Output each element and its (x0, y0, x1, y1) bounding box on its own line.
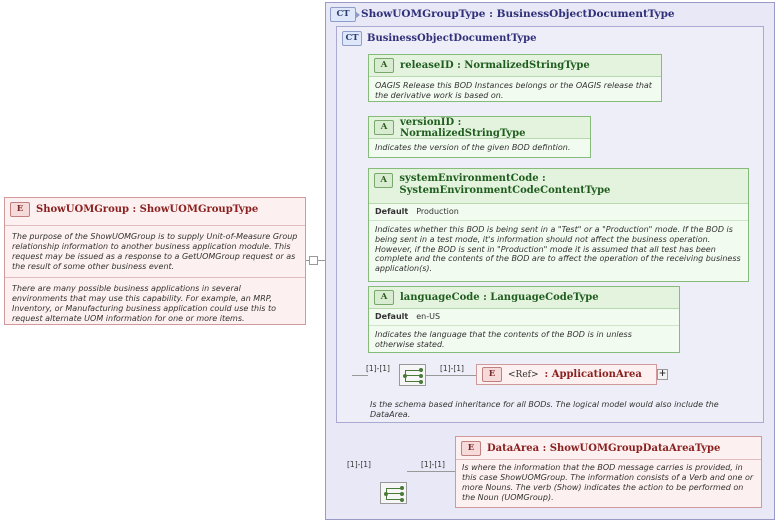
complex-type-icon: CT (330, 7, 356, 22)
data-area-title: DataArea : ShowUOMGroupDataAreaType (487, 442, 721, 454)
attribute-title: versionID : NormalizedStringType (399, 116, 526, 139)
cardinality-left-data-area: [1]-[1] (347, 460, 371, 469)
default-value: Production (416, 207, 459, 216)
attribute-header (369, 117, 590, 139)
data-area-element-box[interactable] (455, 436, 762, 508)
divider (456, 459, 761, 460)
show-uom-group-element-box[interactable] (4, 197, 306, 325)
attribute-title: systemEnvironmentCode : SystemEnvironmentCodeContentType (399, 173, 611, 196)
connector-line (352, 375, 368, 376)
bod-header (337, 27, 763, 49)
attribute-box-languagecode[interactable] (368, 286, 680, 353)
attribute-default-row (369, 309, 679, 322)
attribute-icon: A (374, 120, 394, 135)
attribute-box-systemenvironmentcode[interactable] (368, 168, 749, 282)
connector-line (407, 471, 455, 472)
application-area-title: : ApplicationArea (544, 369, 642, 380)
show-uom-group-title: ShowUOMGroup : ShowUOMGroupType (36, 203, 259, 215)
ref-label: <Ref> (508, 369, 539, 380)
show-uom-group-paragraph-1: The purpose of the ShowUOMGroup is to supply Unit-of-Measure Group relationship information to another business application module. This request may be issued as a response to a GetUOMGroup request or as the result of some other business event. (12, 232, 298, 271)
attribute-header (369, 169, 748, 204)
data-area-header (456, 437, 761, 459)
expand-icon[interactable]: + (658, 369, 667, 379)
outer-group-title: ShowUOMGroupType : BusinessObjectDocumentType (361, 8, 675, 20)
bod-footer-note: Is the schema based inheritance for all BODs. The logical model would also include the DataArea. (370, 400, 719, 419)
attribute-description: Indicates the version of the given BOD defintion. (375, 143, 571, 152)
application-area-element-box[interactable] (476, 364, 657, 385)
bod-title: BusinessObjectDocumentType (367, 32, 537, 44)
attribute-description: Indicates the language that the contents of the BOD is in unless otherwise stated. (375, 330, 632, 349)
sequence-icon[interactable] (399, 364, 426, 386)
attribute-box-releaseid[interactable] (368, 54, 662, 102)
default-label: Default (375, 312, 409, 321)
connector-node (309, 256, 318, 265)
data-area-description: Is where the information that the BOD message carries is provided, in this case ShowUOMGroup. The information consists of a Verb and one or more Nouns. The verb (Show) indicates the action to be performed on the Noun (UOMGroup). (462, 463, 754, 502)
show-uom-group-header (5, 198, 305, 220)
cardinality-right-data-area: [1]-[1] (421, 460, 445, 469)
attribute-title: releaseID : NormalizedStringType (400, 60, 590, 71)
outer-group-header (326, 3, 774, 25)
attribute-description: OAGIS Release this BOD Instances belongs or the OAGIS release that the derivative work is based on. (375, 81, 652, 100)
attribute-description: Indicates whether this BOD is being sent in a "Test" or a "Production" mode. If the BOD is being sent in a test mode, it's information should not affect the business operation. However, if the BOD is sent in "Production" mode it is assumed that all test has been complete and the contents of the BOD are to affect the operation of the receiving business application(s). (375, 225, 741, 273)
attribute-icon: A (374, 58, 394, 73)
divider (5, 277, 305, 278)
attribute-header (369, 287, 679, 309)
element-icon: E (482, 367, 502, 382)
element-icon: E (10, 202, 30, 217)
connector-line (426, 375, 476, 376)
attribute-header (369, 55, 661, 77)
attribute-box-versionid[interactable] (368, 116, 591, 158)
default-value: en-US (416, 312, 441, 321)
attribute-title: languageCode : LanguageCodeType (400, 292, 599, 303)
sequence-icon-data-area[interactable] (380, 482, 407, 504)
attribute-icon: A (374, 173, 393, 188)
element-icon: E (461, 441, 481, 456)
default-label: Default (375, 207, 409, 216)
cardinality-left-application-area: [1]-[1] (366, 364, 390, 373)
complex-type-icon: CT (342, 31, 362, 46)
divider (5, 225, 305, 226)
application-area-header (477, 365, 656, 384)
cardinality-right-application-area: [1]-[1] (440, 364, 464, 373)
attribute-icon: A (374, 290, 394, 305)
show-uom-group-paragraph-2: There are many possible business applications in several environments that may use this capability. For example, an MRP, Inventory, or Manufacturing business application could use this to request alternate UOM information for one or more items. (12, 284, 277, 323)
attribute-default-row (369, 204, 748, 217)
